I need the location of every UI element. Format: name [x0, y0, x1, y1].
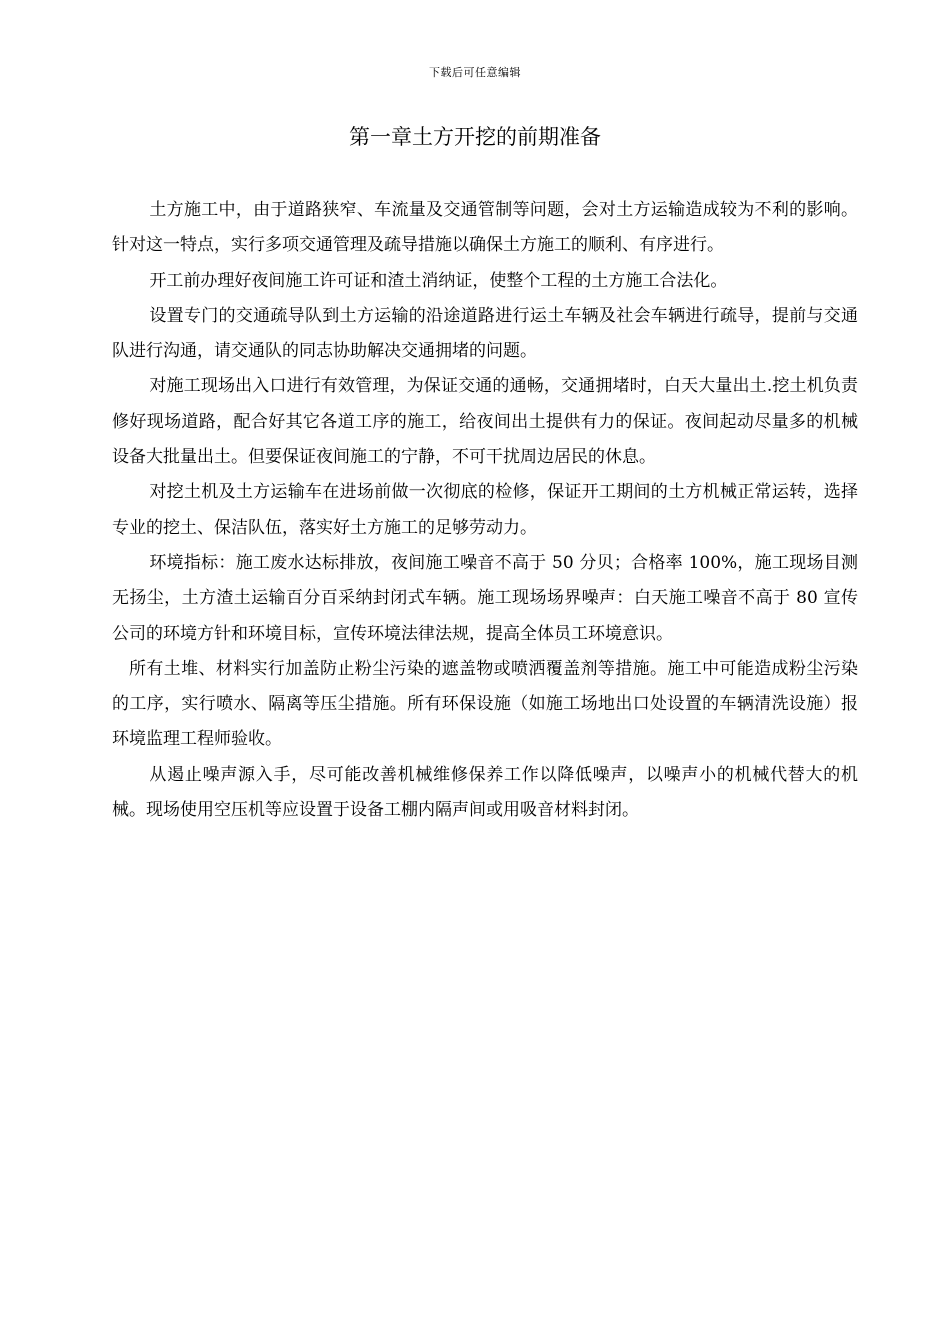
paragraph-traffic-impact: 土方施工中，由于道路狭窄、车流量及交通管制等问题，会对土方运输造成较为不利的影响。针对这一特点，实行多项交通管理及疏导措施以确保土方施工的顺利、有序进行。: [112, 200, 858, 256]
paragraph-traffic-team: 设置专门的交通疏导队到土方运输的沿途道路进行运土车辆及社会车辆进行疏导，提前与交通队进行沟通，请交通队的同志协助解决交通拥堵的问题。: [112, 305, 858, 362]
chapter-title: 第一章土方开挖的前期准备: [349, 125, 601, 149]
header-note: 下载后可任意编辑: [429, 66, 521, 79]
paragraph-permits: 开工前办理好夜间施工许可证和渣土消纳证，使整个工程的土方施工合法化。: [149, 270, 728, 291]
paragraph-site-entrance: 对施工现场出入口进行有效管理，为保证交通的通畅，交通拥堵时，白天大量出土.挖土机负责修好现场道路，配合好其它各道工序的施工，给夜间出土提供有力的保证。夜间起动尽量多的机械设备大批量出土。但要保证夜间施工的宁静，不可干扰周边居民的休息。: [112, 376, 858, 468]
body-text: [112, 193, 858, 828]
paragraph-equipment-check: 对挖土机及土方运输车在进场前做一次彻底的检修，保证开工期间的土方机械正常运转，选择专业的挖土、保洁队伍，落实好土方施工的足够劳动力。: [112, 482, 858, 538]
paragraph-dust-control: 所有土堆、材料实行加盖防止粉尘污染的遮盖物或喷洒覆盖剂等措施。施工中可能造成粉尘污染的工序，实行喷水、隔离等压尘措施。所有环保设施（如施工场地出口处设置的车辆清洗设施）报环境监理工程师验收。: [112, 658, 858, 750]
paragraph-noise-control: 从遏止噪声源入手，尽可能改善机械维修保养工作以降低噪声，以噪声小的机械代替大的机械。现场使用空压机等应设置于设备工棚内隔声间或用吸音材料封闭。: [112, 764, 858, 821]
paragraph-environment-targets: 环境指标：施工废水达标排放，夜间施工噪音不高于 50 分贝；合格率 100%，施工现场目测无扬尘，土方渣土运输百分百采纳封闭式车辆。施工现场场界噪声：白天施工噪音不高于 80 宣传公司的环境方针和环境目标，宣传环境法律法规，提高全体员工环境意识。: [112, 552, 858, 644]
